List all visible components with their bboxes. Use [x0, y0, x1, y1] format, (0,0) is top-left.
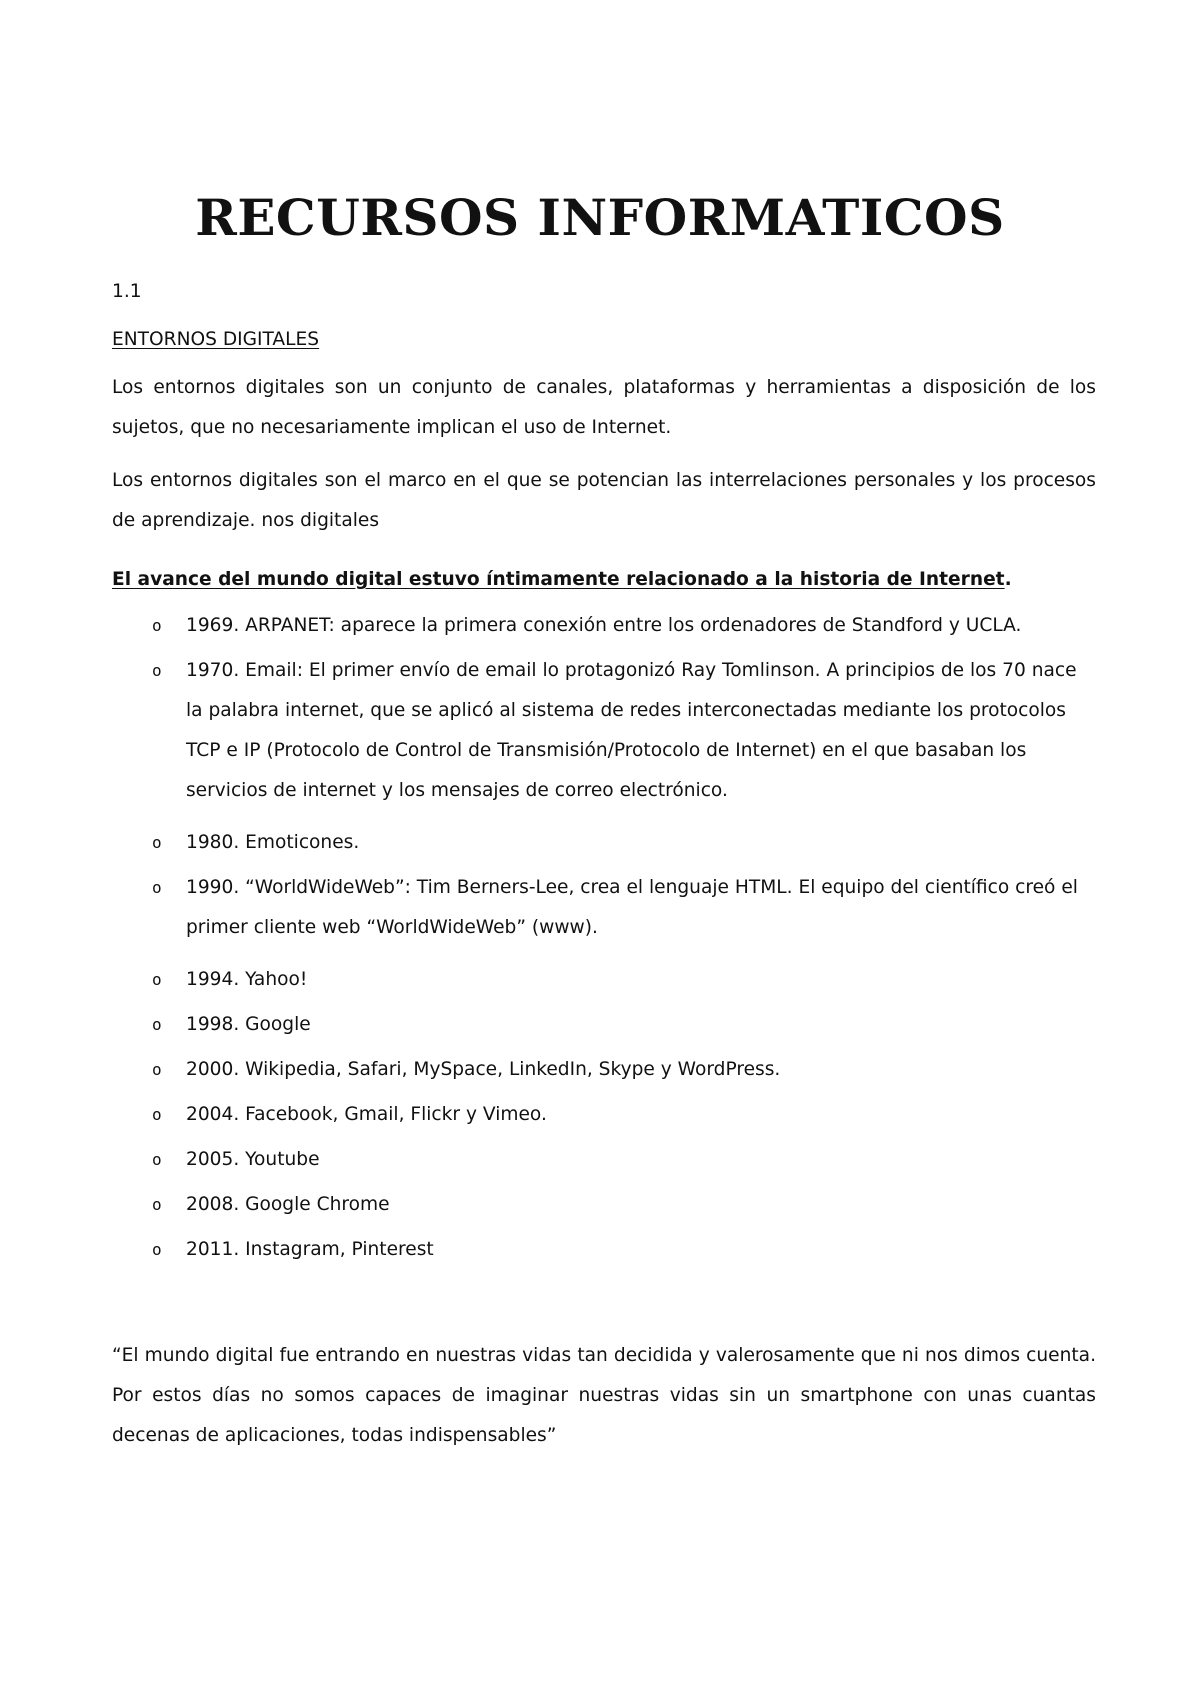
list-item-text: 1980. Emoticones.: [186, 832, 360, 853]
bullet-icon: o: [152, 1150, 162, 1169]
bullet-icon: o: [152, 616, 162, 635]
bullet-icon: o: [152, 661, 162, 680]
paragraph-definition: Los entornos digitales son un conjunto de canales, plataformas y herramientas a disposición de los sujetos, que no necesariamente implican el uso de Internet.: [112, 377, 1096, 438]
list-item: [112, 868, 1096, 948]
history-heading: [112, 560, 1096, 600]
internet-history-list: [112, 606, 1096, 1275]
list-item: [112, 1230, 1096, 1270]
bullet-icon: o: [152, 1060, 162, 1079]
list-item: [112, 1005, 1096, 1045]
list-item: [112, 1185, 1096, 1225]
bullet-icon: o: [152, 1240, 162, 1259]
bullet-icon: o: [152, 878, 162, 897]
list-item: [112, 1095, 1096, 1135]
list-item-text: 2011. Instagram, Pinterest: [186, 1239, 434, 1260]
list-item-text: 1990. “WorldWideWeb”: Tim Berners-Lee, crea el lenguaje HTML. El equipo del científico creó el primer cliente web “WorldWideWeb” (www).: [186, 877, 1078, 938]
bullet-icon: o: [152, 1195, 162, 1214]
section-heading: ENTORNOS DIGITALES: [112, 329, 320, 350]
list-item-text: 2005. Youtube: [186, 1149, 320, 1170]
list-item: [112, 606, 1096, 646]
list-item: [112, 823, 1096, 863]
list-item-text: 1994. Yahoo!: [186, 969, 308, 990]
bullet-icon: o: [152, 970, 162, 989]
paragraph-framework: Los entornos digitales son el marco en el que se potencian las interrelaciones personales y los procesos de aprendizaje. nos digitales: [112, 470, 1096, 531]
history-heading-text: El avance del mundo digital estuvo íntimamente relacionado a la historia de Internet: [112, 569, 1005, 590]
bullet-icon: o: [152, 1105, 162, 1124]
list-item-text: 1998. Google: [186, 1014, 311, 1035]
closing-quote: “El mundo digital fue entrando en nuestras vidas tan decidida y valerosamente que ni nos dimos cuenta. Por estos días no somos capaces de imaginar nuestras vidas sin un smartphone con unas cuantas decenas de aplicaciones, todas indispensables”: [112, 1345, 1096, 1446]
list-item: [112, 1140, 1096, 1180]
history-heading-period: .: [1004, 569, 1012, 590]
list-item-text: 2000. Wikipedia, Safari, MySpace, LinkedIn, Skype y WordPress.: [186, 1059, 781, 1080]
list-item-text: 2008. Google Chrome: [186, 1194, 390, 1215]
bullet-icon: o: [152, 1015, 162, 1034]
list-item: [112, 960, 1096, 1000]
list-item: [112, 1050, 1096, 1090]
list-item: [112, 651, 1096, 811]
bullet-icon: o: [152, 833, 162, 852]
list-item-text: 2004. Facebook, Gmail, Flickr y Vimeo.: [186, 1104, 547, 1125]
list-item-text: 1969. ARPANET: aparece la primera conexión entre los ordenadores de Standford y UCLA.: [186, 615, 1022, 636]
section-number: 1.1: [112, 281, 142, 302]
list-item-text: 1970. Email: El primer envío de email lo protagonizó Ray Tomlinson. A principios de los 70 nace la palabra internet, que se aplicó al sistema de redes interconectadas mediante los protocolos TCP e IP (Protocolo de Control de Transmisión/Protocolo de Internet) en el que basaban los servicios de internet y los mensajes de correo electrónico.: [186, 660, 1077, 801]
document-title: RECURSOS INFORMATICOS: [195, 188, 1005, 247]
